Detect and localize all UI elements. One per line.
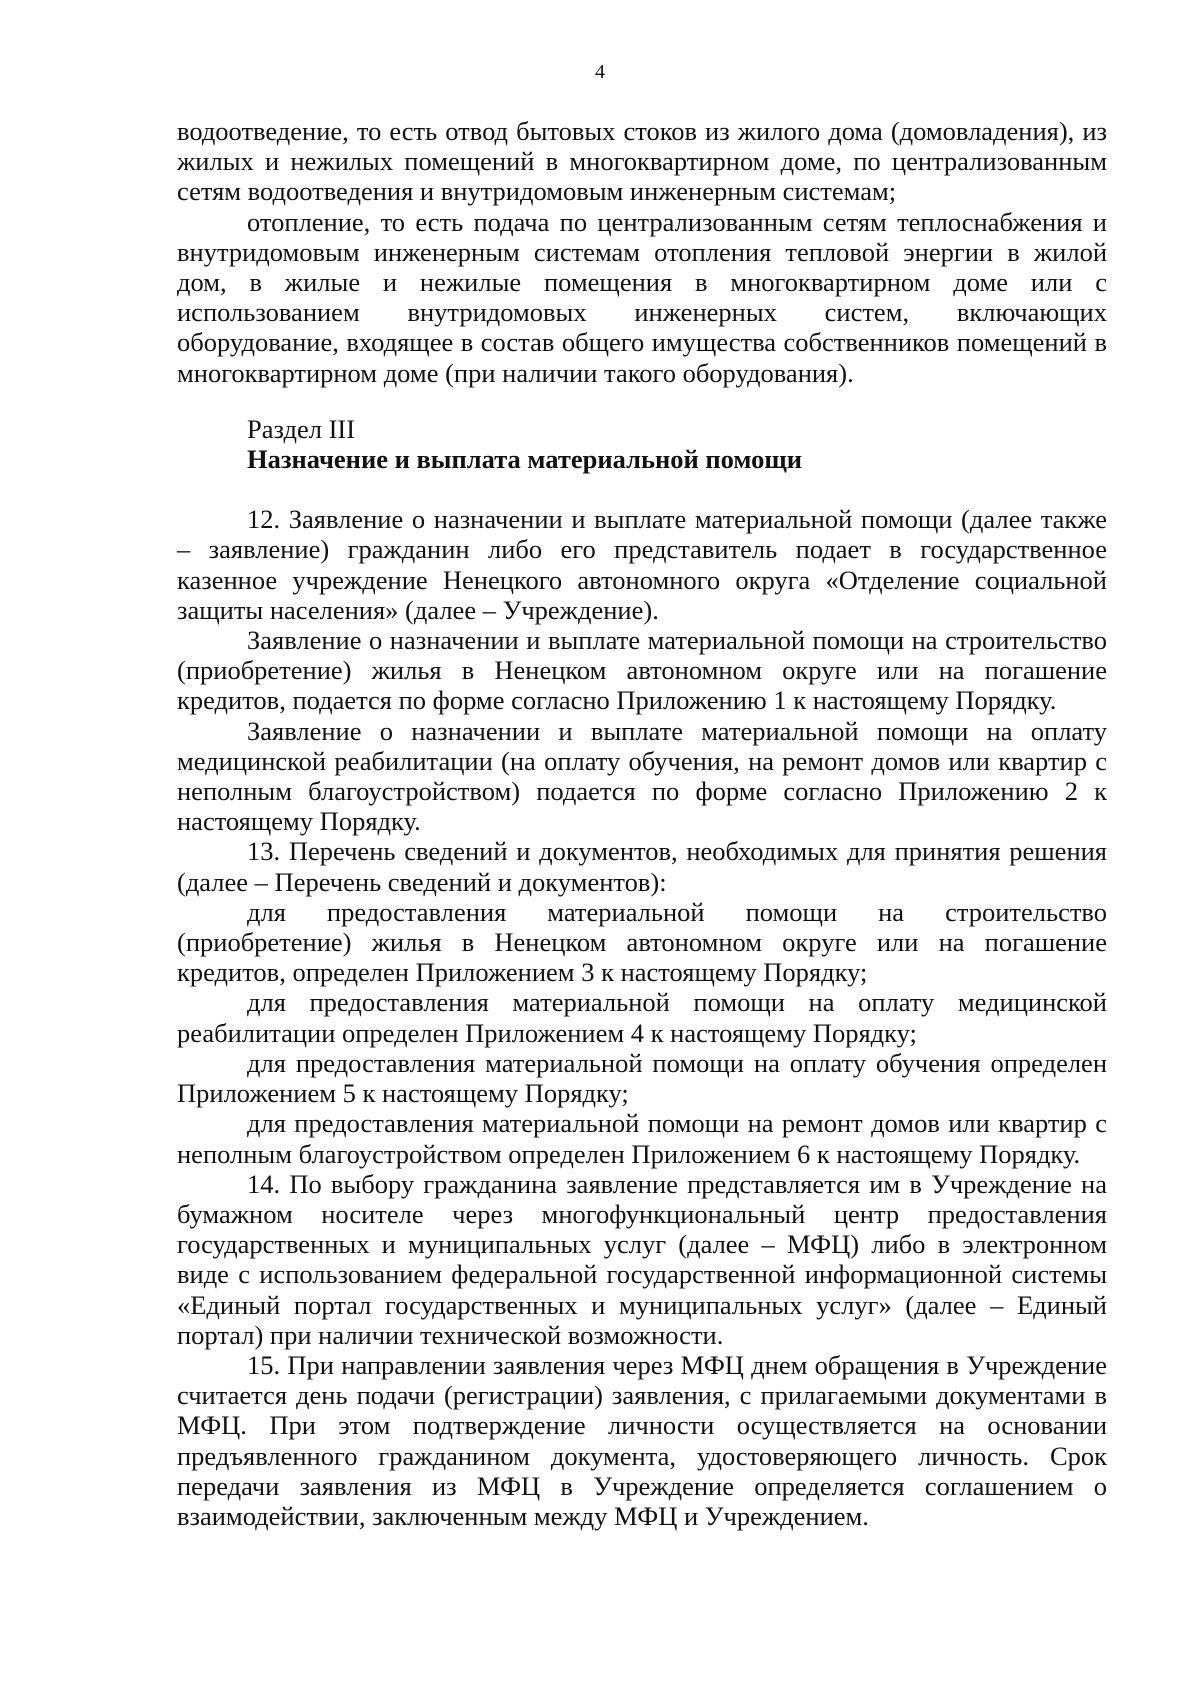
paragraph-15: 15. При направлении заявления через МФЦ днем обращения в Учреждение считается день подачи (регистрации) заявления, с прилагаемыми документами в МФЦ. При этом подтверждение личности осуществляется на основании предъявленного гражданином документа, удостоверяющего личность. Срок передачи заявления из МФЦ в Учреждение определяется соглашением о взаимодействии, заключенным между МФЦ и Учреждением. — [177, 1349, 1107, 1531]
paragraph-13-repair-list: для предоставления материальной помощи на ремонт домов или квартир с неполным благоустройством определен Приложением 6 к настоящему Порядку. — [177, 1108, 1107, 1169]
paragraph-12-housing-form: Заявление о назначении и выплате материальной помощи на строительство (приобретение) жилья в Ненецком автономном округе или на погашение кредитов, подается по форме согласно Приложению 1 к настоящему Порядку. — [177, 625, 1107, 716]
paragraph-13-rehab-list: для предоставления материальной помощи на оплату медицинской реабилитации определен Приложением 4 к настоящему Порядку; — [177, 987, 1107, 1048]
paragraph-heating: отопление, то есть подача по централизованным сетям теплоснабжения и внутридомовым инженерным системам отопления тепловой энергии в жилой дом, в жилые и нежилые помещения в многоквартирном доме или с использованием внутридомовых инженерных систем, включающих оборудование, входящее в состав общего имущества собственников помещений в многоквартирном доме (при наличии такого оборудования). — [177, 206, 1107, 388]
document-body — [177, 116, 1107, 1531]
paragraph-14: 14. По выбору гражданина заявление представляется им в Учреждение на бумажном носителе через многофункциональный центр предоставления государственных и муниципальных услуг (далее – МФЦ) либо в электронном виде с использованием федеральной государственной информационной системы «Единый портал государственных и муниципальных услуг» (далее – Единый портал) при наличии технической возможности. — [177, 1168, 1107, 1350]
paragraph-12-rehab-form: Заявление о назначении и выплате материальной помощи на оплату медицинской реабилитации (на оплату обучения, на ремонт домов или квартир с неполным благоустройством) подается по форме согласно Приложению 2 к настоящему Порядку. — [177, 715, 1107, 837]
section-title: Назначение и выплата материальной помощи — [247, 444, 803, 475]
paragraph-wastewater: водоотведение, то есть отвод бытовых стоков из жилого дома (домовладения), из жилых и нежилых помещений в многоквартирном доме, по централизованным сетям водоотведения и внутридомовым инженерным системам; — [177, 116, 1107, 207]
paragraph-13-education-list: для предоставления материальной помощи на оплату обучения определен Приложением 5 к настоящему Порядку; — [177, 1047, 1107, 1109]
paragraph-13-housing-list: для предоставления материальной помощи на строительство (приобретение) жилья в Ненецком автономном округе или на погашение кредитов, определен Приложением 3 к настоящему Порядку; — [177, 896, 1107, 988]
paragraph-13: 13. Перечень сведений и документов, необходимых для принятия решения (далее – Перечень сведений и документов): — [177, 836, 1107, 897]
section-number: Раздел III — [247, 413, 356, 444]
page-number: 4 — [595, 61, 605, 83]
paragraph-12: 12. Заявление о назначении и выплате материальной помощи (далее также – заявление) гражданин либо его представитель подает в государственное казенное учреждение Ненецкого автономного округа «Отделение социальной защиты населения» (далее – Учреждение). — [177, 504, 1107, 625]
